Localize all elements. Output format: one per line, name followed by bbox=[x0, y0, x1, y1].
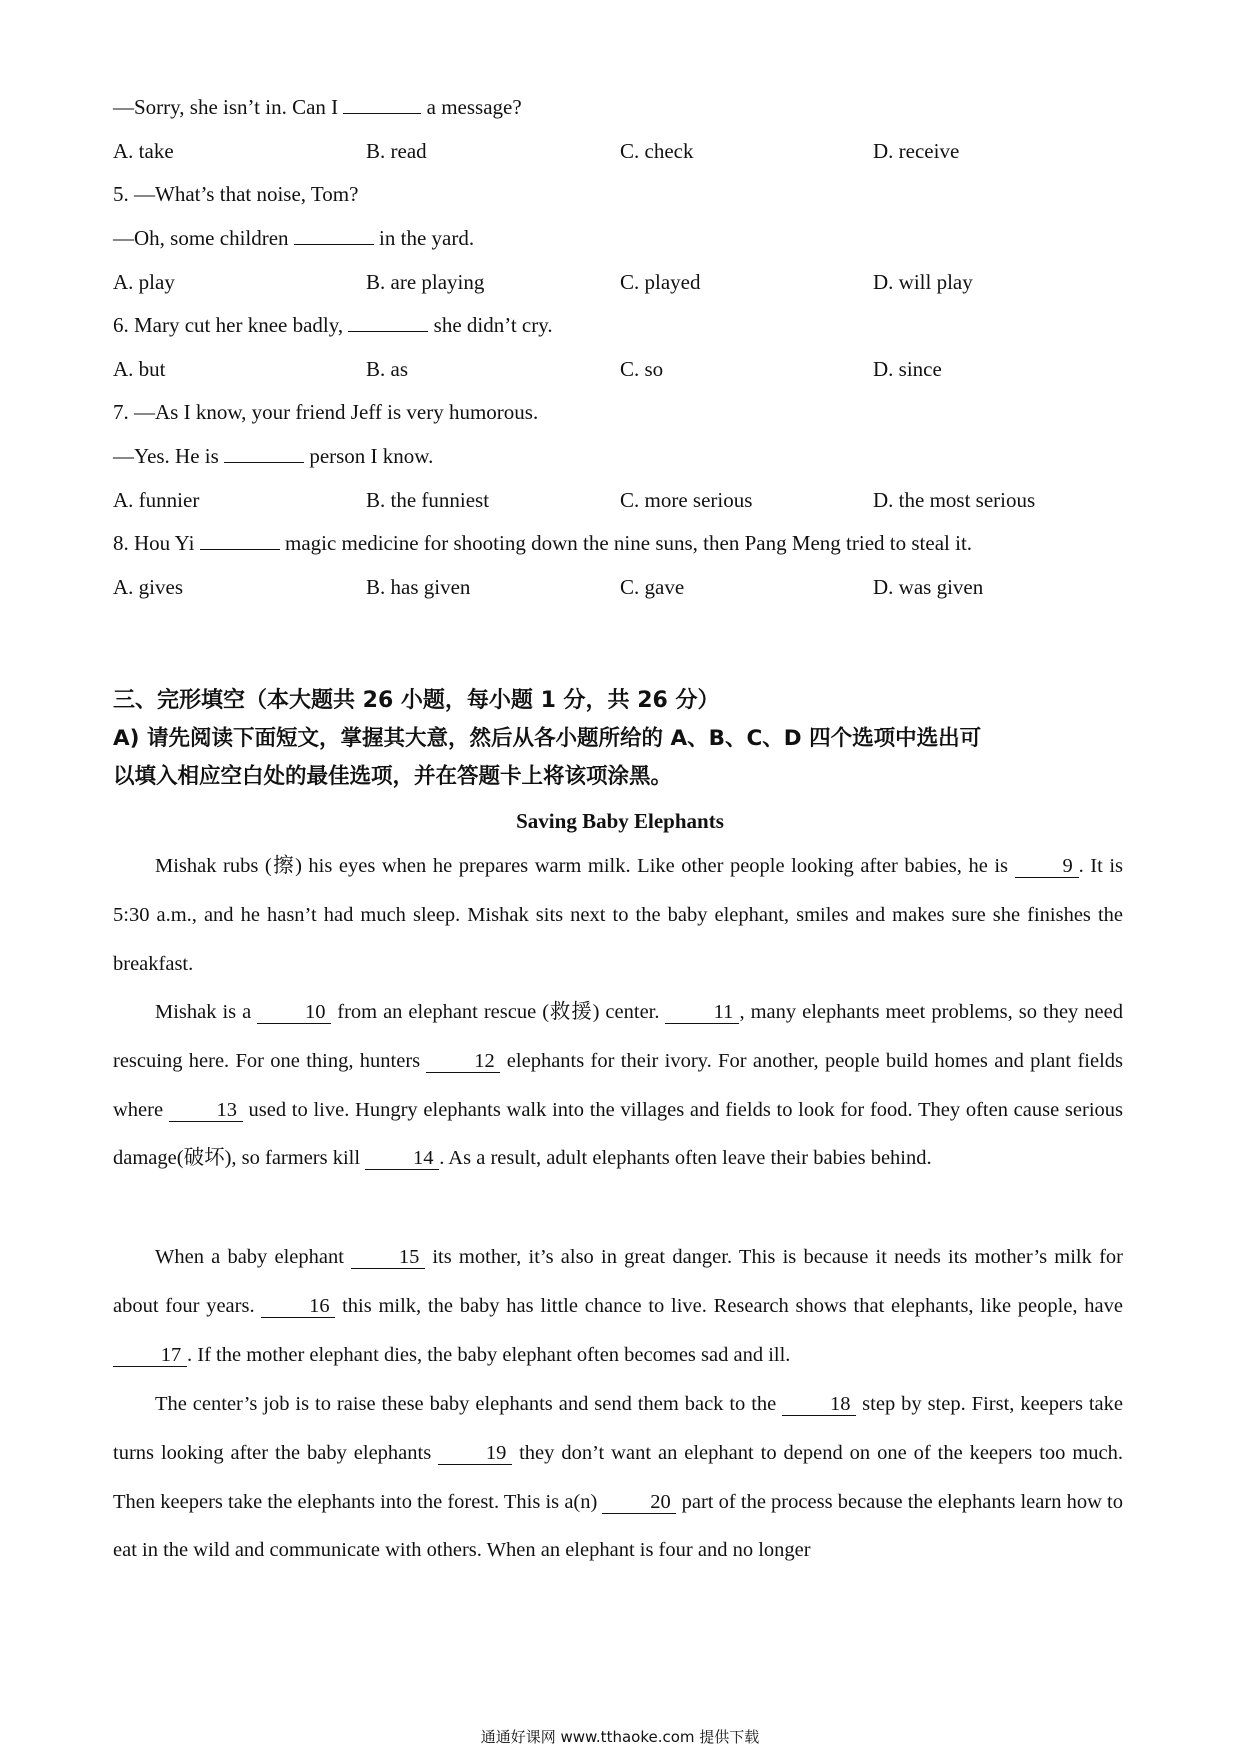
q5-option-c: C. played bbox=[620, 270, 701, 294]
passage-paragraph-3: When a baby elephant 15 its mother, it’s also in great danger. This is because it needs its mother’s milk for about four years. 16 this milk, the baby has little chance to live. Research shows that elephants, like people, have 17 . If the mother elephant dies, the baby elephant often becomes sad and ill. bbox=[113, 1246, 1124, 1366]
section-instruction-1: A) 请先阅读下面短文，掌握其大意，然后从各小题所给的 A、B、C、D 四个选项中选出可 bbox=[113, 726, 982, 751]
answer-blank bbox=[343, 113, 421, 114]
passage-title: Saving Baby Elephants bbox=[516, 809, 724, 833]
q6-option-a: A. but bbox=[113, 357, 166, 381]
numbered-blank: 15 bbox=[351, 1246, 425, 1269]
q6-option-c: C. so bbox=[620, 357, 664, 381]
section-instruction-2: 以填入相应空白处的最佳选项，并在答题卡上将该项涂黑。 bbox=[113, 764, 673, 789]
q5-option-b: B. are playing bbox=[366, 270, 485, 294]
q8-option-d: D. was given bbox=[873, 575, 984, 599]
q8-option-b: B. has given bbox=[366, 575, 471, 599]
numbered-blank: 11 bbox=[665, 1001, 739, 1024]
numbered-blank: 20 bbox=[602, 1491, 676, 1514]
q5-stem: 5. —What’s that noise, Tom? bbox=[113, 182, 359, 206]
numbered-blank: 16 bbox=[261, 1295, 335, 1318]
q8-option-a: A. gives bbox=[113, 575, 183, 599]
numbered-blank: 9 bbox=[1015, 855, 1079, 878]
numbered-blank: 10 bbox=[257, 1001, 331, 1024]
q4-option-b: B. read bbox=[366, 139, 427, 163]
q7-stem: 7. —As I know, your friend Jeff is very humorous. bbox=[113, 400, 539, 424]
answer-blank bbox=[224, 462, 304, 463]
numbered-blank: 19 bbox=[438, 1442, 512, 1465]
q7-option-a: A. funnier bbox=[113, 488, 200, 512]
page-footer: 通通好课网 www.tthaoke.com 提供下载 bbox=[480, 1728, 760, 1746]
answer-blank bbox=[348, 331, 428, 332]
answer-blank bbox=[294, 244, 374, 245]
q4-option-d: D. receive bbox=[873, 139, 960, 163]
q6-stem: 6. Mary cut her knee badly, she didn’t cry. bbox=[113, 313, 553, 337]
answer-blank bbox=[200, 549, 280, 550]
q7-option-b: B. the funniest bbox=[366, 488, 490, 512]
q7-options bbox=[113, 487, 1123, 513]
q8-option-c: C. gave bbox=[620, 575, 685, 599]
passage-paragraph-4: The center’s job is to raise these baby elephants and send them back to the 18 step by step. First, keepers take turns looking after the baby elephants 19 they don’t want an elephant to depend on one of the keepers too much. Then keepers take the elephants into the forest. This is a(n) 20 part of the process because the elephants learn how to eat in the wild and communicate with others. When an elephant is four and no longer bbox=[113, 1393, 1124, 1562]
q5-options bbox=[113, 269, 1123, 295]
q4-reply: —Sorry, she isn’t in. Can I a message? bbox=[113, 95, 522, 119]
q5-reply: —Oh, some children in the yard. bbox=[113, 226, 475, 250]
q6-option-b: B. as bbox=[366, 357, 408, 381]
passage-paragraph-2: Mishak is a 10 from an elephant rescue (救援) center. 11 , many elephants meet problems, so they need rescuing here. For one thing, hunters 12 elephants for their ivory. For another, people build homes and plant fields where 13 used to live. Hungry elephants walk into the villages and fields to look for food. They often cause serious damage(破坏), so farmers kill 14 . As a result, adult elephants often leave their babies behind. bbox=[113, 1001, 1123, 1170]
numbered-blank: 12 bbox=[426, 1050, 500, 1073]
q4-options bbox=[113, 138, 1123, 164]
numbered-blank: 14 bbox=[365, 1147, 439, 1170]
q7-option-d: D. the most serious bbox=[873, 488, 1036, 512]
q7-reply: —Yes. He is person I know. bbox=[113, 444, 434, 468]
numbered-blank: 13 bbox=[169, 1099, 243, 1122]
q8-stem: 8. Hou Yi magic medicine for shooting down the nine suns, then Pang Meng tried to steal it. bbox=[113, 531, 973, 555]
q6-option-d: D. since bbox=[873, 357, 942, 381]
passage-paragraph-1: Mishak rubs (擦) his eyes when he prepares warm milk. Like other people looking after babies, he is 9 . It is 5:30 a.m., and he hasn’t had much sleep. Mishak sits next to the baby elephant, smiles and makes sure she finishes the breakfast. bbox=[113, 855, 1123, 975]
q8-options bbox=[113, 574, 1123, 600]
section-heading: 三、完形填空（本大题共 26 小题，每小题 1 分，共 26 分） bbox=[113, 688, 720, 713]
q6-options bbox=[113, 356, 1123, 382]
q4-option-c: C. check bbox=[620, 139, 694, 163]
numbered-blank: 18 bbox=[782, 1393, 856, 1416]
q7-option-c: C. more serious bbox=[620, 488, 753, 512]
numbered-blank: 17 bbox=[113, 1344, 187, 1367]
q5-option-d: D. will play bbox=[873, 270, 973, 294]
q5-option-a: A. play bbox=[113, 270, 175, 294]
q4-option-a: A. take bbox=[113, 139, 174, 163]
